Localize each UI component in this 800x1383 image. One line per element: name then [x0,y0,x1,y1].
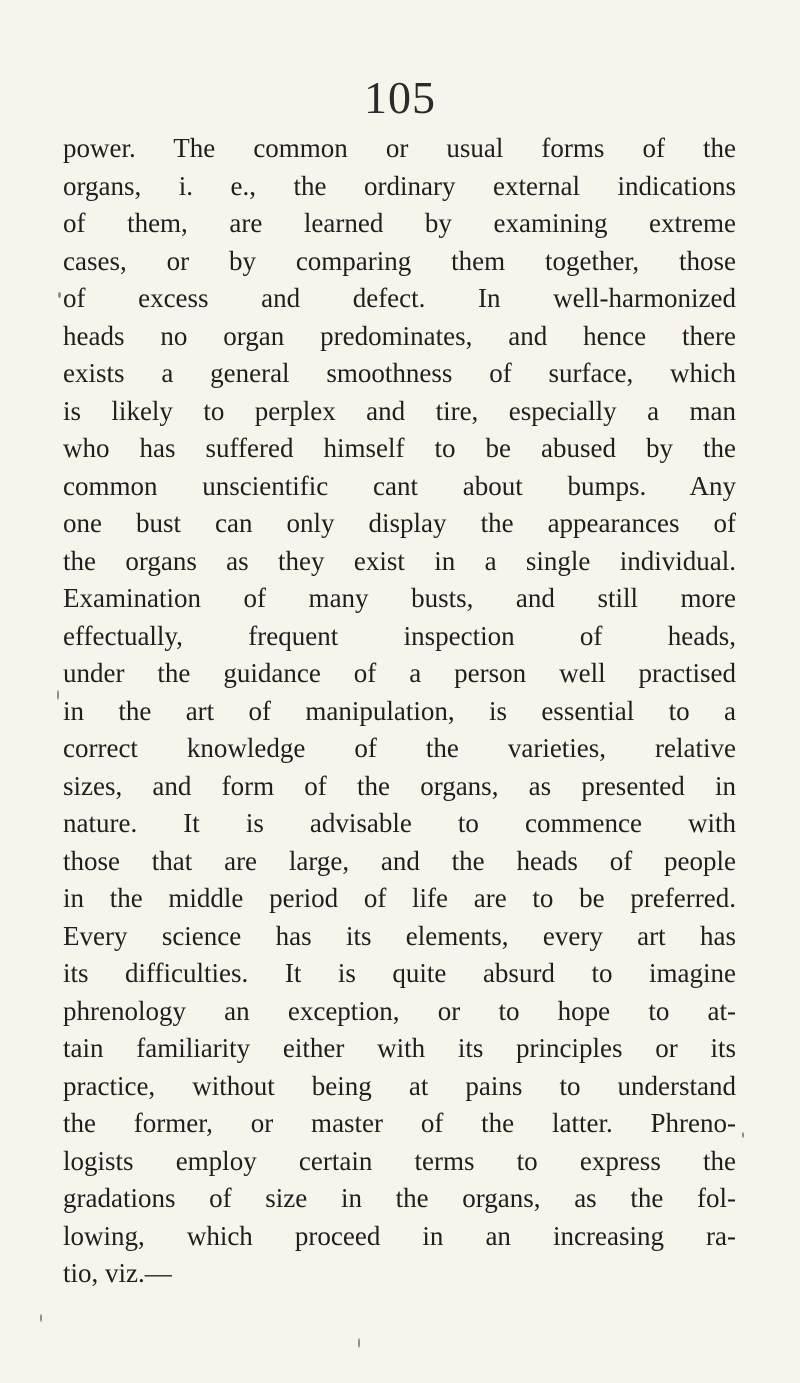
text-line: who has suffered himself to be abused by the [63,433,736,463]
text-line: exists a general smoothness of surface, which [63,358,736,388]
body-text [63,130,736,1293]
paper-speck [58,292,61,298]
paper-speck [57,690,59,700]
text-line: common unscientific cant about bumps. Any [63,470,736,501]
text-line: organs, i. e., the ordinary external indications [63,170,736,201]
text-line: correct knowledge of the varieties, relative [63,733,736,763]
text-line: effectually, frequent inspection of heads, [63,620,736,651]
text-line: sizes, and form of the organs, as presented in [63,770,736,801]
text-line: in the middle period of life are to be preferred. [63,883,736,913]
paper-speck [742,1132,744,1138]
text-line: tain familiarity either with its principles or its [63,1033,736,1063]
text-line: one bust can only display the appearances of [63,508,736,538]
text-line: of them, are learned by examining extreme [63,208,736,238]
text-line: under the guidance of a person well practised [63,658,736,688]
text-line: its difficulties. It is quite absurd to imagine [63,958,736,988]
paper-speck [358,1338,360,1348]
text-line: lowing, which proceed in an increasing ra- [63,1220,736,1251]
text-line: practice, without being at pains to understand [63,1070,736,1101]
text-line: logists employ certain terms to express the [63,1145,736,1176]
page-number: 105 [364,72,436,123]
text-line: nature. It is advisable to commence with [63,808,736,838]
text-line: is likely to perplex and tire, especially a man [63,395,736,426]
text-line: heads no organ predominates, and hence there [63,320,736,351]
text-line: Examination of many busts, and still more [63,583,736,613]
text-line: tio, viz.— [63,1258,172,1288]
text-line: of excess and defect. In well-harmonized [63,283,736,313]
text-line: cases, or by comparing them together, those [63,245,736,276]
text-line: Every science has its elements, every art has [63,920,736,951]
text-line: power. The common or usual forms of the [63,133,736,163]
text-line: in the art of manipulation, is essential to a [63,695,736,726]
text-line: the former, or master of the latter. Phreno- [63,1108,736,1138]
text-line: the organs as they exist in a single individual. [63,545,736,576]
text-line: phrenology an exception, or to hope to at- [63,995,736,1026]
text-line: gradations of size in the organs, as the fol- [63,1183,736,1213]
text-line: those that are large, and the heads of people [63,845,736,876]
paper-speck [40,1314,42,1322]
